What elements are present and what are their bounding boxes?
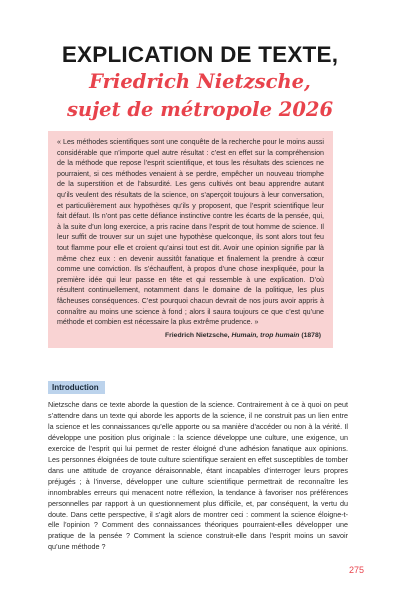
quote-box — [48, 131, 333, 348]
quote-text: « Les méthodes scientifiques sont une conquête de la recherche pour le moins aussi considérable que n’importe quel autre résultat : c’est en effet sur la compréhension de la méthode que repose l’esprit scientifique, et tous les résultats des sciences ne pourraient, si ces méthodes venaient à se perdre, empêcher un nouveau triomphe de la superstition et de l’absurdité. Les gens cultivés ont beau apprendre autant qu’ils veulent des résultats de la science, on s’aperçoit toujours à leur conversation, et particulièrement aux hypothèses qu’ils y proposent, que l’esprit scientifique leur fait défaut. Ils n’ont pas cette défiance instinctive contre les écarts de la pensée, qui, à la suite d’un long exercice, a pris racine dans l’esprit de tout homme de science. Il leur suffit de trouver sur un sujet une hypothèse quelconque, ils sont alors tout feu tout flamme pour elle et croient qu’ainsi tout est dit. Avoir une opinion signifie par là même chez eux : en devenir aussitôt fanatique et finalement la prendre à cœur comme une conviction. Ils s’échauffent, à propos d’une chose inexpliquée, pour la première idée qui leur passe en tête et qui ressemble à une explication. D’où résultent continuellement, notamment dans le domaine de la politique, les plus fâcheuses conséquences. C’est pourquoi chacun devrait de nos jours avoir appris à connaître au moins une science à fond ; alors il saura toujours ce que c’est qu’une méthode et combien est nécessaire la plus extrême prudence. » — [57, 138, 324, 327]
quote-year: (1878) — [301, 332, 321, 339]
page-subtitle-line1: Friedrich Nietzsche, — [89, 70, 311, 93]
quote-source — [165, 332, 321, 339]
page-number: 275 — [349, 565, 365, 575]
page-title: EXPLICATION DE TEXTE, — [61, 42, 339, 67]
quote-author: Friedrich Nietzsche, — [164, 332, 230, 339]
introduction-text: Nietzsche dans ce texte aborde la question de la science. Contrairement à ce à quoi on peut s’attendre dans un texte qui aborde les apports de la science, il ne construit pas un lien entre la science et les connaissances qu’elle apporte ou sa manière d’accéder ou non à la vérité. Il développe une position plus originale : la science développe une culture, une exigence, un exercice de l’esprit qui lui permet de rester éloigné d’une adhésion fanatique aux opinions. Les personnes éloignées de toute culture scientifique seraient en effet susceptibles de tomber dans une attitude de croyance déraisonnable, étant incapables d’interroger leurs propres préjugés ; à l’inverse, développer une culture scientifique permettrait de reconnaître les innombrables erreurs qui menacent notre réflexion, la tendance à favoriser nos préférences personnelles par rapport à un questionnement plus difficile, et, par conséquent, la vertu du doute. Dans cette perspective, il s’agit alors de montrer ceci : comment la science éloigne-t-elle l’opinion ? Comment des connaissances théoriques pourraient-elles développer une pratique de la pensée ? Comment la science construit-elle dans l’esprit moins un savoir qu’une méthode ? — [48, 400, 348, 552]
page-subtitle-line2: sujet de métropole 2026 — [66, 98, 334, 121]
page-title-block — [0, 42, 400, 124]
quote-work: Humain, trop humain — [231, 332, 300, 339]
section-label-introduction: Introduction — [48, 381, 105, 394]
